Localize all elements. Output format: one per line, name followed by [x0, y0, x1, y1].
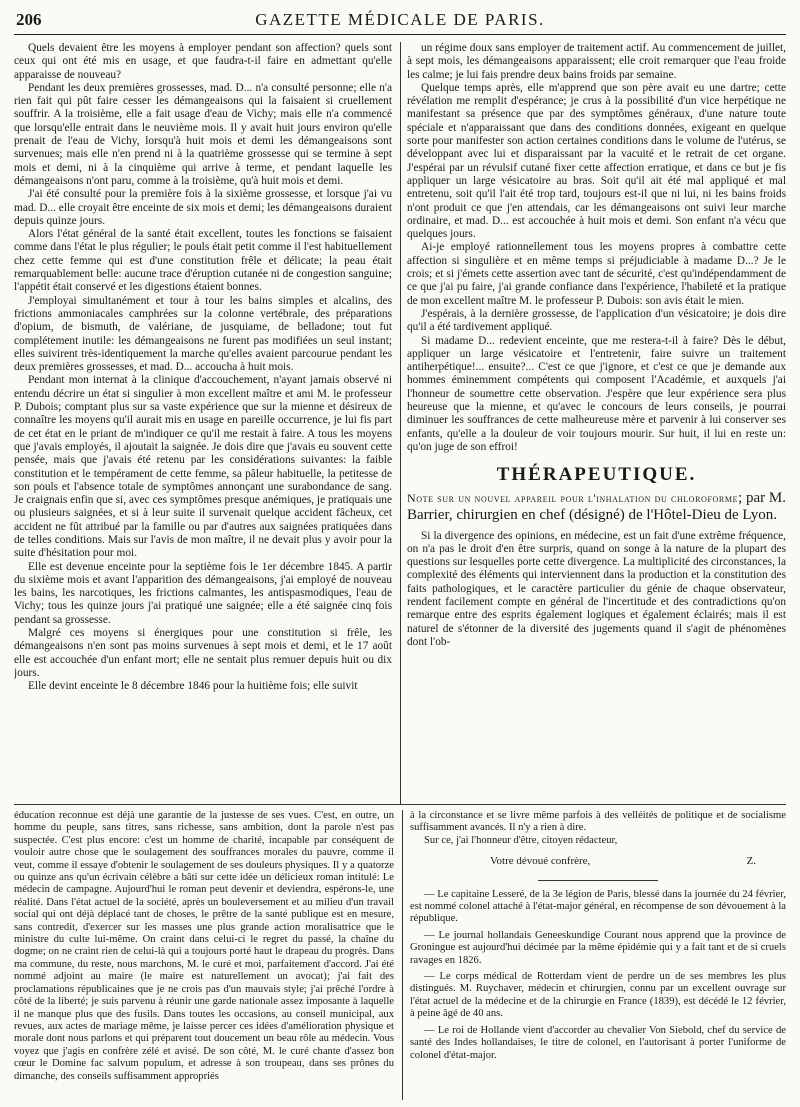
paragraph: éducation reconnue est déjà une garantie de la justesse de ses vues. C'est, en outre, un homme du peuple, sans titres, sans richesse, sans ambition, dont la parole n'est pas suspectée. C'est plus encore: c'est un homme de charité, incapable par conséquent de vouloir autre chose que le soulagement des souffrances morales du pauvre, comme il veut, comme il essaye d'obtenir le soulagement de ses douleurs physiques. Il y a quatorze ou quinze ans qu'un écrivain célèbre a bâti sur cette idée un délicieux roman intitulé: Le médecin de campagne. Aujourd'hui le roman peut devenir et deviendra, espérons-le, une réalité. Dans l'état actuel de la société, après un bouleversement et au milieu d'un travail social qui ont déjà déplacé tant de choses, le prêtre de la santé publique est en mesure, sans contredit, d'exercer sur les masses une plus grande action moralisatrice que le ministre du culte lui-même. On craint dans celui-ci le regret du passé, la chaîne du dogme; on ne craint rien de celui-là qui a toujours porté haut le drapeau du progrès. Dans ma commune, du reste, nous marchons, M. le curé et moi, parfaitement d'accord. J'ai été nommé adjoint au maire (le maire est naturellement un avocat); j'ai fait des proclamations républicaines que je ne crois pas d'un mauvais style; j'ai prêché l'ordre à côté de la liberté; je suis parvenu à réunir une garde nationale assez imposante à laquelle il ne manque plus que des fusils. Dans toutes les occasions, au conseil municipal, aux revues, aux actes de mariage même, je laisse percer ces idées d'amélioration physique et morale dont nous parlons et qui préparent tout doucement un beau rôle au médecin. Vous voyez que j'agis en confrère zélé et avisé. De son côté, M. le curé chante d'assez bon cœur le Domine fac salvum populum, et adresse à son troupeau, dans ses prônes du dimanche, des conseils suffisamment appropriés — [14, 810, 394, 1082]
column-divider — [400, 42, 401, 804]
bottom-section — [14, 810, 786, 1100]
signoff — [410, 847, 786, 873]
paragraph: Alors l'état général de la santé était excellent, toutes les fonctions se faisaient comme dans l'état le plus régulier; le pouls était petit comme il l'est habituellement chez cette femme qui est d'une constitution frêle et délicate; la peau était remarquablement belle: aucune trace d'éruption cutanée ni de congestion sanguine; l'appétit était conservé et les digestions étaient bonnes. — [14, 228, 392, 294]
article-author: ; par M. Barrier, chirurgien en chef (désigné) de l'Hôtel-Dieu de Lyon. — [407, 489, 786, 523]
left-column — [14, 42, 392, 804]
section-divider — [14, 804, 786, 805]
paragraph: J'employai simultanément et tour à tour les bains simples et alcalins, des frictions ammoniacales camphrées sur la colonne vertébrale, des préparations d'opium, de bismuth, de valériane, de jusquiame, de belladone; tout fut complétement inutile: les démangeaisons ne furent pas modifiées un seul instant; elles suivirent très-identiquement la marche qu'elles avaient parcourue pendant les deux premières grossesses, et mad. D... accoucha à huit mois. — [14, 294, 392, 374]
paragraph: Elle devint enceinte le 8 décembre 1846 pour la huitième fois; elle suivit — [28, 680, 358, 693]
article-title-caps: Note sur un nouvel appareil pour l'inhalation du chloroforme — [407, 490, 739, 505]
paragraph: Malgré ces moyens si énergiques pour une constitution si frêle, les démangeaisons n'en sont pas moins survenues à sept mois et demi, et le 17 août elle est accouchée d'un enfant mort; elle ne sentait plus remuer depuis huit ou dix jours. — [14, 627, 392, 679]
paragraph: Si madame D... redevient enceinte, que me restera-t-il à faire? Dès le début, appliquer un large vésicatoire et l'entretenir, faire suivre un traitement antiherpétique!... ensuite?... C'est ce que j'ignore, et c'est ce que je demande aux hommes éminemment compétents qui composent l'Académie, et auxquels j'ai l'honneur de soumettre cette observation. J'espère que leur expérience sera plus heureuse que la mienne, et qu'avec le concours de leurs conseils, je pourrai diminuer les souffrances de cette malheureuse mère et parvenir à lui conserver ses enfants, qu'elle a la douleur de voir toujours mourir. Sur huit, il lui en reste un: qu'on juge de son effroi! — [407, 334, 786, 453]
signature: Z. — [746, 855, 756, 868]
paragraph: un régime doux sans employer de traitement actif. Au commencement de juillet, à sept mois, les démangeaisons apparaissent; elle croit remarquer que l'eau froide les calme; je lui fais prendre deux bains froids par semaine. — [407, 42, 786, 81]
journal-title: GAZETTE MÉDICALE DE PARIS. — [255, 10, 545, 29]
paragraph: Ai-je employé rationnellement tous les moyens propres à combattre cette affection si singulière et en même temps si préjudiciable à madame D...? Je le crois; et si j'émets cette assertion avec tant de sécurité, c'est qu'indépendamment de ce que j'ai pu faire, j'ai grande confiance dans l'expérience, l'habileté et la pratique de mon excellent maître M. le professeur P. Dubois: son avis était le mien. — [407, 241, 786, 307]
page-header — [14, 8, 786, 35]
paragraph: Elle est devenue enceinte pour la septième fois le 1er décembre 1845. A partir du sixième mois et avant l'apparition des démangeaisons, j'ai employé de nouveau les bains, les narcotiques, les frictions calmantes, les antispasmodiques, l'eau de Vichy; tous les quinze jours j'ai pratiqué une saignée; elle a été saignée cinq fois pendant sa grossesse. — [14, 560, 392, 626]
paragraph: J'ai été consulté pour la première fois à la sixième grossesse, et lorsque j'ai vu mad. D... elle croyait être enceinte de six mois et demi; les démangeaisons duraient depuis quinze jours. — [14, 188, 392, 227]
column-divider — [402, 810, 403, 1100]
paragraph: Quelque temps après, elle m'apprend que son père avait eu une dartre; cette révélation me remplit d'espérance; je crus à la possibilité d'un vice herpétique ne manifestant sa présence que par des symptômes généraux, d'une nature toute spéciale et n'apparaissant que dans des conditions données, exigeant en quelque sorte pour manifester son action certaines conditions dans le volume de l'utérus, se développant avec lui et disparaissant par la vacuité et le retrait de cet organe. J'espérai par un révulsif cutané fixer cette affection erratique, et dans ce but je fis appliquer un large vésicatoire au bras. Soit qu'il ait été mal appliqué et mal entretenu, soit qu'il l'ait été trop tard, toujours est-il que ni lui, ni les bains froids n'ont produit ce que j'en attendais, car les démangeaisons ont suivi leur marche ordinaire, et mad. D... est accouchée à huit mois et demi. Son enfant n'a vécu que quelques jours. — [407, 81, 786, 241]
bottom-left-column — [14, 810, 394, 1100]
article-paragraph: Si la divergence des opinions, en médecine, est un fait d'une extrême fréquence, on n'a pas le droit d'en être surpris, quand on songe à la nature de la plupart des questions sur lesquelles porte cette divergence. La multiplicité des circonstances, la complexité des éléments qui interviennent dans la production et la constitution des faits pathologiques, et le caractère particulier du génie de chaque observateur, rendent facilement compte en général de l'incertitude et des contradictions qu'on remarque entre des esprits également logiques et également éclairés; mais il est naturel de s'étonner de la diversité des jugements quand il s'agit de phénomènes dont l'ob- — [407, 529, 786, 648]
news-item: — Le roi de Hollande vient d'accorder au chevalier Von Siebold, chef du service de santé des Indes hollandaises, le titre de colonel, en l'autorisant à porter l'uniforme de colonel d'état-major. — [410, 1024, 786, 1061]
paragraph: J'espérais, à la dernière grossesse, de l'application d'un vésicatoire; je dois dire qu'il a été tardivement appliqué. — [407, 307, 786, 334]
bottom-right-column — [410, 810, 786, 1100]
news-item: — Le capitaine Lesseré, de la 3e légion de Paris, blessé dans la journée du 24 février, est nommé colonel attaché à l'état-major général, en récompense de son dévouement à la république. — [410, 888, 786, 925]
paragraph: à la circonstance et se livre même parfois à des velléités de politique et de socialisme suffisamment avancés. Il n'y a rien à dire. — [410, 810, 786, 834]
section-title: THÉRAPEUTIQUE. — [496, 464, 697, 486]
article-title — [407, 490, 786, 524]
right-column — [407, 42, 786, 804]
paragraph: Pendant les deux premières grossesses, mad. D... n'a consulté personne; elle n'a rien fait qui pût faire cesser les démangeaisons qui la faisaient si cruellement souffrir. A la troisième, elle a fait usage d'eau de Vichy; mais elle n'a commencé que lorsqu'elle entrait dans le neuvième mois. Il y avait huit jours environ qu'elle prenait de l'eau de Vichy, lorsqu'à huit mois et demi les démangeaisons sont survenues; mais elle n'en prend ni à la quatrième grossesse qui se termine à sept mois et demi, ni à la cinquième qui arrive à terme, et pendant laquelle les démangeaisons n'ont paru, comme à la troisième, qu'à huit mois et demi. — [14, 81, 392, 187]
paragraph: Quels devaient être les moyens à employer pendant son affection? quels sont ceux qui ont été mis en usage, et que faudra-t-il faire en admettant qu'elle apparaisse de nouveau? — [14, 42, 392, 81]
news-item: — Le journal hollandais Geneeskundige Courant nous apprend que la province de Groningue est aujourd'hui décimée par la même épidémie qui y a fait tant et de si cruels ravages en 1826. — [410, 929, 786, 966]
salutation: Sur ce, j'ai l'honneur d'être, citoyen rédacteur, — [424, 834, 618, 846]
divider — [538, 880, 658, 881]
closing: Votre dévoué confrère, — [490, 855, 591, 868]
news-item: — Le corps médical de Rotterdam vient de perdre un de ses membres les plus distingués. M. Ruychaver, médecin et chirurgien, connu par un excellent ouvrage sur l'état actuel de la médecine et de la chirurgie en France (1839), est décédé le 12 février, à peine âgé de 40 ans. — [410, 971, 786, 1020]
page-number: 206 — [16, 10, 42, 29]
paragraph: Pendant mon internat à la clinique d'accouchement, n'ayant jamais observé ni entendu décrire un état si singulier à mon excellent maître et ami M. le professeur P. Dubois; comptant plus sur sa vaste expérience que sur la mienne et désireux de connaître les moyens qu'il aurait mis en usage en pareille occurrence, je lui fis part de cet état en le priant de m'indiquer ce qu'il me restait à faire. A tous les moyens que j'avais employés, il ajoutait la saignée. Je dois dire que j'avais eu souvent cette pensée, mais que j'avais été retenu par les considérations suivantes: la faible constitution et le tempérament de cette femme, sa pâleur habituelle, la petitesse de son pouls et l'absence totale de symptômes annonçant une surabondance de sang. Je craignais enfin que si, avec ces symptômes presque anémiques, je pratiquais une ou plusieurs saignées, et si à leur suite il survenait quelque accident fâcheux, cet accident ne fût attribué par la famille ou par d'autres aux saignées pratiquées dans de telles conditions. Mais sur l'avis de mon maître, il ne devait plus y avoir pour la suite d'hésitation pour moi. — [14, 374, 392, 560]
news-items — [410, 889, 786, 1062]
